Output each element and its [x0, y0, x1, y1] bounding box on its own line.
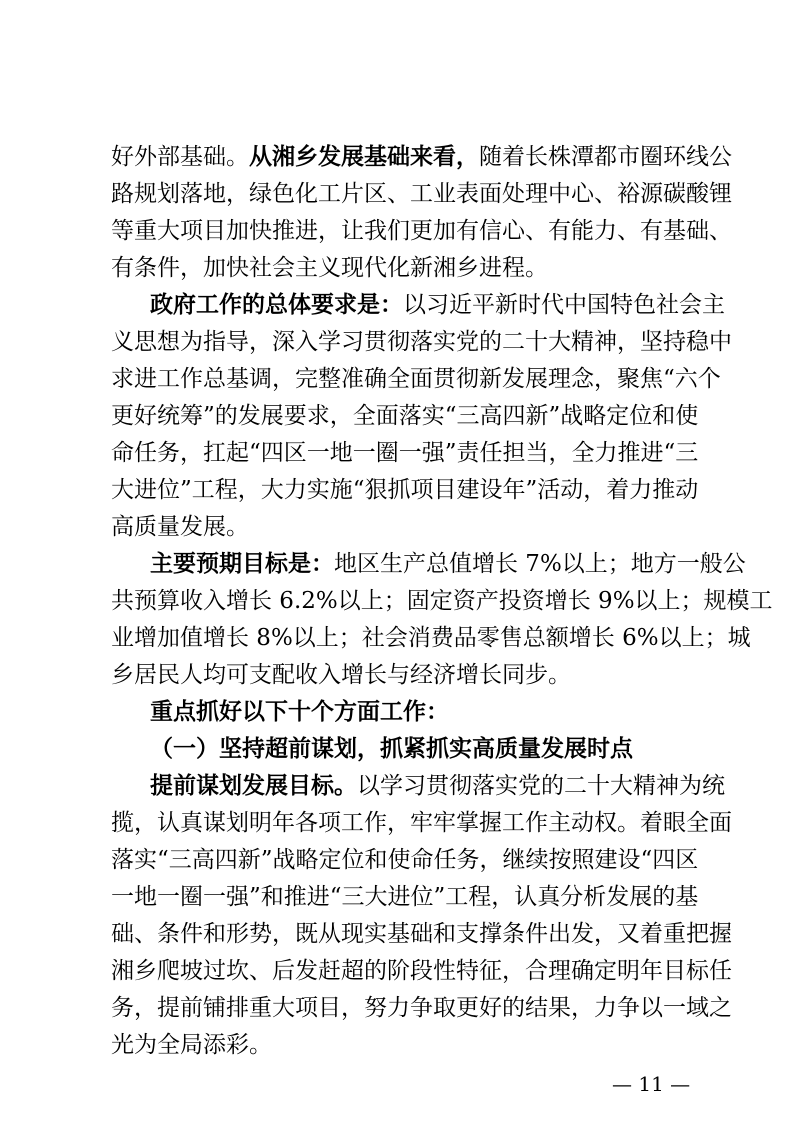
- text-span: 以习近平新时代中国特色社会主: [403, 292, 725, 318]
- p3-line-2: 共预算收入增长 6.2%以上；固定资产投资增长 9%以上；规模工: [111, 588, 773, 614]
- section-heading: （一）坚持超前谋划，抓紧抓实高质量发展时点: [150, 735, 633, 762]
- p2-line-2: 义思想为指导，深入学习贯彻落实党的二十大精神，坚持稳中: [111, 329, 732, 355]
- p1-line-3: 等重大项目加快推进，让我们更加有信心、有能力、有基础、: [111, 218, 732, 244]
- p2-line-7: 高质量发展。: [111, 514, 249, 540]
- p1-line-4: 有条件，加快社会主义现代化新湘乡进程。: [111, 255, 548, 281]
- text-span: 以学习贯彻落实党的二十大精神为统: [357, 773, 725, 799]
- work-intro: 重点抓好以下十个方面工作：: [150, 698, 449, 725]
- text-span: 好外部基础。: [111, 144, 249, 170]
- p3-line-3: 业增加值增长 8%以上；社会消费品零售总额增长 6%以上；城: [111, 625, 751, 651]
- p1-line-1: [111, 143, 732, 171]
- p2-line-4: 更好统筹”的发展要求，全面落实“三高四新”战略定位和使: [111, 403, 699, 429]
- p5-line-6: 湘乡爬坡过坎、后发赶超的阶段性特征，合理确定明年目标任: [111, 958, 732, 984]
- p5-line-8: 光为全局添彩。: [111, 1032, 272, 1058]
- p5-line-3: 落实“三高四新”战略定位和使命任务，继续按照建设“四区: [111, 847, 699, 873]
- page-number: — 11 —: [612, 1072, 691, 1096]
- bold-lead: 政府工作的总体要求是：: [150, 291, 403, 318]
- p5-line-2: 揽，认真谋划明年各项工作，牢牢掌握工作主动权。着眼全面: [111, 810, 732, 836]
- p2-line-3: 求进工作总基调，完整准确全面贯彻新发展理念，聚焦“六个: [111, 366, 721, 392]
- p1-line-2: 路规划落地，绿色化工片区、工业表面处理中心、裕源碳酸锂: [111, 181, 732, 207]
- p5-line-5: 础、条件和形势，既从现实基础和支撑条件出发，又着重把握: [111, 921, 732, 947]
- p5-line-7: 务，提前铺排重大项目，努力争取更好的结果，力争以一域之: [111, 995, 732, 1021]
- p2-line-6: 大进位”工程，大力实施“狠抓项目建设年”活动，着力推动: [111, 477, 699, 503]
- p5-line-4: 一地一圈一强”和推进“三大进位”工程，认真分析发展的基: [111, 884, 699, 910]
- p3-line-4: 乡居民人均可支配收入增长与经济增长同步。: [111, 662, 571, 688]
- bold-lead: 提前谋划发展目标。: [150, 772, 357, 799]
- p3-line-1: [150, 550, 746, 578]
- bold-lead: 主要预期目标是：: [150, 550, 334, 577]
- p5-line-1: [150, 772, 725, 800]
- bold-lead: 从湘乡发展基础来看，: [249, 143, 479, 170]
- p2-line-1: [150, 291, 725, 319]
- text-span: 随着长株潭都市圈环线公: [479, 144, 732, 170]
- text-span: 地区生产总值增长 7%以上；地方一般公: [334, 551, 746, 577]
- p2-line-5: 命任务，扛起“四区一地一圈一强”责任担当，全力推进“三: [111, 440, 699, 466]
